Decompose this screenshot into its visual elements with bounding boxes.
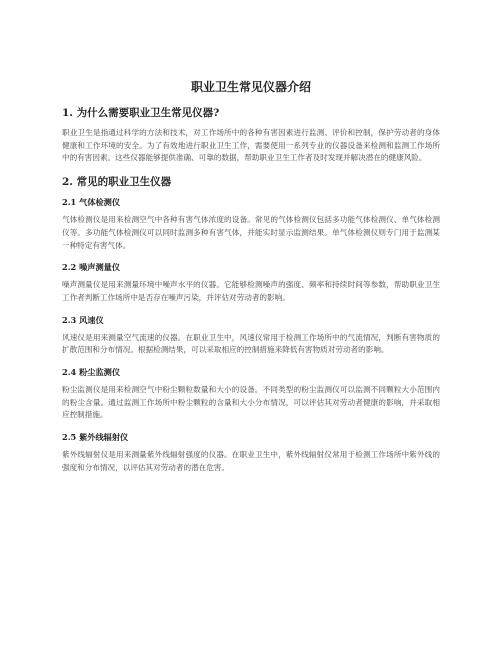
subsection-heading: 2.2 噪声测量仪 [62,262,121,273]
section-1 [62,105,440,165]
subsection-paragraph: 粉尘监测仪是用来检测空气中粉尘颗粒数量和大小的设备。不同类型的粉尘监测仪可以监测不同颗粒大小范围内的粉尘含量。通过监测工作场所中粉尘颗粒的含量和大小分布情况，可以评估其对劳动者健康的影响，并采取相应控制措施。 [62,385,440,420]
document-title: 职业卫生常见仪器介绍 [190,80,311,94]
section-2-heading: 2. 常见的职业卫生仪器 [62,176,172,189]
subsection-heading: 2.5 紫外线辐射仪 [62,432,129,443]
subsection-gas-detector [62,196,440,252]
subsection-dust-monitor [62,366,440,422]
section-1-heading: 1. 为什么需要职业卫生常见仪器? [62,107,220,119]
subsection-heading: 2.3 风速仪 [62,314,104,325]
subsection-uv-meter [62,431,440,474]
subsection-paragraph: 风速仪是用来测量空气流速的仪器。在职业卫生中，风速仪常用于检测工作场所中的气流情况，判断有害物质的扩散范围和分布情况。根据检测结果，可以采取相应的控制措施来降低有害物质对劳动者的影响。 [62,332,440,355]
subsection-paragraph: 紫外线辐射仪是用来测量紫外线辐射强度的仪器。在职业卫生中，紫外线辐射仪常用于检测工作场所中紫外线的强度和分布情况，以评估其对劳动者的潜在危害。 [62,450,440,472]
subsection-heading: 2.4 粉尘监测仪 [62,367,121,378]
subsection-paragraph: 噪声测量仪是用来测量环境中噪声水平的仪器。它能够检测噪声的强度、频率和持续时间等参数，帮助职业卫生工作者判断工作场所中是否存在噪声污染，并评估对劳动者的影响。 [62,280,440,302]
section-2 [62,174,440,474]
subsection-anemometer [62,314,440,357]
subsection-noise-meter [62,261,440,304]
subsection-paragraph: 气体检测仪是用来检测空气中各种有害气体浓度的设备。常见的气体检测仪包括多功能气体检测仪、单气体检测仪等。多功能气体检测仪可以同时监测多种有害气体，并能实时显示监测结果。单气体检测仪则专门用于监测某一种特定有害气体。 [62,215,440,250]
section-1-paragraph: 职业卫生是指通过科学的方法和技术，对工作场所中的各种有害因素进行监测、评价和控制，保护劳动者的身体健康和工作环境的安全。为了有效地进行职业卫生工作，需要使用一系列专业的仪器设备来检测和监测工作场所中的有害因素。这些仪器能够提供准确、可靠的数据，帮助职业卫生工作者及时发现并解决潜在的健康风险。 [62,128,440,163]
subsection-heading: 2.1 气体检测仪 [62,197,121,208]
